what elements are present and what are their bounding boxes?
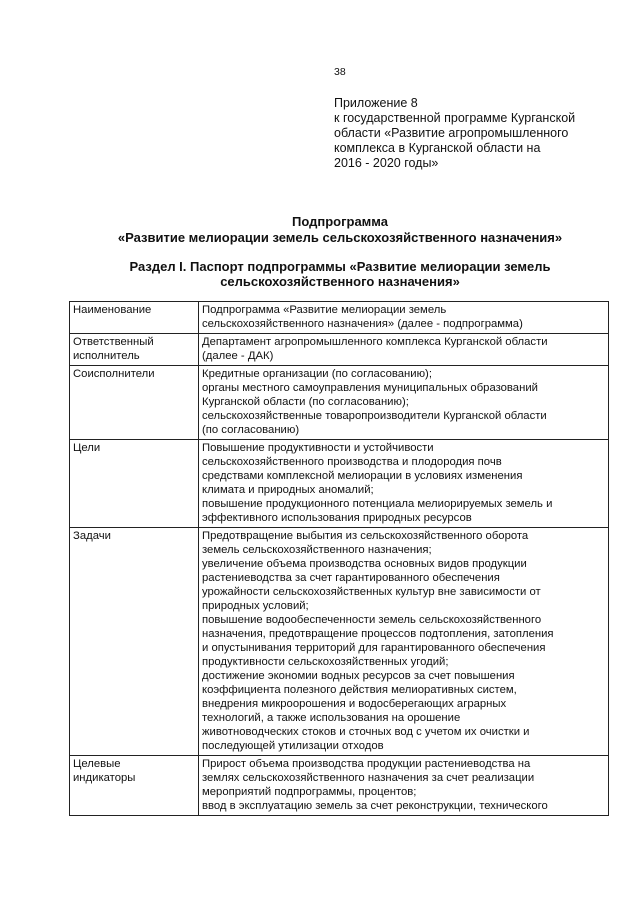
row-label-cell xyxy=(70,756,199,816)
row-content-line: мероприятий подпрограммы, процентов; xyxy=(202,786,417,798)
appendix-line: 2016 - 2020 годы» xyxy=(334,156,439,170)
appendix-line: комплекса в Курганской области на xyxy=(334,141,541,155)
row-label-line: Задачи xyxy=(73,530,111,542)
table-row xyxy=(70,334,609,366)
row-label-line: Наименование xyxy=(73,304,152,316)
row-content-line: эффективного использования природных ресурсов xyxy=(202,512,472,524)
row-content-line: Курганской области (по согласованию); xyxy=(202,396,409,408)
section-heading-line: сельскохозяйственного назначения» xyxy=(220,274,460,289)
row-content-line: сельскохозяйственные товаропроизводители Курганской области xyxy=(202,410,547,422)
row-content-line: Департамент агропромышленного комплекса Курганской области xyxy=(202,336,548,348)
page-number: 38 xyxy=(334,66,346,78)
appendix-line: к государственной программе Курганской xyxy=(334,111,576,125)
appendix-line: Приложение 8 xyxy=(334,96,418,110)
row-content-cell xyxy=(199,302,609,334)
row-label-line: Ответственный xyxy=(73,336,154,348)
subprogram-heading-line: «Развитие мелиорации земель сельскохозяйственного назначения» xyxy=(117,230,563,245)
row-content-cell xyxy=(199,334,609,366)
row-content-line: продуктивности сельскохозяйственных угодий; xyxy=(202,656,449,668)
row-content-line: и опустынивания территорий для гарантированного обеспечения xyxy=(202,642,546,654)
section-heading xyxy=(60,259,620,289)
row-content-cell xyxy=(199,756,609,816)
row-content-line: землях сельскохозяйственного назначения за счет реализации xyxy=(202,772,535,784)
subprogram-heading xyxy=(60,214,620,246)
row-label-line: индикаторы xyxy=(73,772,136,784)
row-content-line: повышение водообеспеченности земель сельскохозяйственного xyxy=(202,614,542,626)
table-row xyxy=(70,440,609,528)
table-row xyxy=(70,366,609,440)
row-label-cell xyxy=(70,440,199,528)
row-content-line: увеличение объема производства основных видов продукции xyxy=(202,558,527,570)
row-content-line: органы местного самоуправления муниципальных образований xyxy=(202,382,538,394)
row-content-line: растениеводства за счет гарантированного обеспечения xyxy=(202,572,500,584)
row-content-line: урожайности сельскохозяйственных культур вне зависимости от xyxy=(202,586,541,598)
row-label-line: Цели xyxy=(73,442,101,454)
row-content-line: Кредитные организации (по согласованию); xyxy=(202,368,432,380)
row-content-line: (далее - ДАК) xyxy=(202,350,274,362)
table-row xyxy=(70,302,609,334)
row-content-line: Подпрограмма «Развитие мелиорации земель xyxy=(202,304,447,316)
row-content-line: Повышение продуктивности и устойчивости xyxy=(202,442,434,454)
row-content-line: сельскохозяйственного назначения» (далее - подпрограмма) xyxy=(202,318,523,330)
row-label-line: Соисполнители xyxy=(73,368,155,380)
row-content-line: природных условий; xyxy=(202,600,309,612)
row-content-line: сельскохозяйственного производства и плодородия почв xyxy=(202,456,502,468)
row-label-cell xyxy=(70,334,199,366)
row-content-line: земель сельскохозяйственного назначения; xyxy=(202,544,432,556)
row-content-line: Прирост объема производства продукции растениеводства на xyxy=(202,758,531,770)
row-content-cell xyxy=(199,528,609,756)
subprogram-heading-line: Подпрограмма xyxy=(292,214,388,229)
table-row xyxy=(70,756,609,816)
row-content-line: последующей утилизации отходов xyxy=(202,740,384,752)
row-label-cell xyxy=(70,366,199,440)
row-content-line: коэффициента полезного действия мелиоративных систем, xyxy=(202,684,517,696)
row-label-cell xyxy=(70,302,199,334)
row-label-line: Целевые xyxy=(73,758,121,770)
appendix-line: области «Развитие агропромышленного xyxy=(334,126,569,140)
row-content-line: животноводческих стоков и сточных вод с учетом их очистки и xyxy=(202,726,530,738)
row-content-cell xyxy=(199,366,609,440)
table-row xyxy=(70,528,609,756)
row-label-line: исполнитель xyxy=(73,350,140,362)
row-content-line: ввод в эксплуатацию земель за счет реконструкции, технического xyxy=(202,800,548,812)
row-content-line: достижение экономии водных ресурсов за счет повышения xyxy=(202,670,515,682)
row-content-line: климата и природных аномалий; xyxy=(202,484,374,496)
row-content-line: средствами комплексной мелиорации в условиях изменения xyxy=(202,470,523,482)
row-content-line: (по согласованию) xyxy=(202,424,300,436)
row-content-line: внедрения микроорошения и водосберегающих аграрных xyxy=(202,698,507,710)
row-content-line: повышение продукционного потенциала мелиорируемых земель и xyxy=(202,498,553,510)
row-content-line: назначения, предотвращение процессов подтопления, затопления xyxy=(202,628,554,640)
row-content-cell xyxy=(199,440,609,528)
passport-table xyxy=(69,301,609,816)
appendix-block xyxy=(334,96,614,171)
row-label-cell xyxy=(70,528,199,756)
section-heading-line: Раздел I. Паспорт подпрограммы «Развитие мелиорации земель xyxy=(129,259,551,274)
row-content-line: Предотвращение выбытия из сельскохозяйственного оборота xyxy=(202,530,529,542)
row-content-line: технологий, а также использования на орошение xyxy=(202,712,461,724)
